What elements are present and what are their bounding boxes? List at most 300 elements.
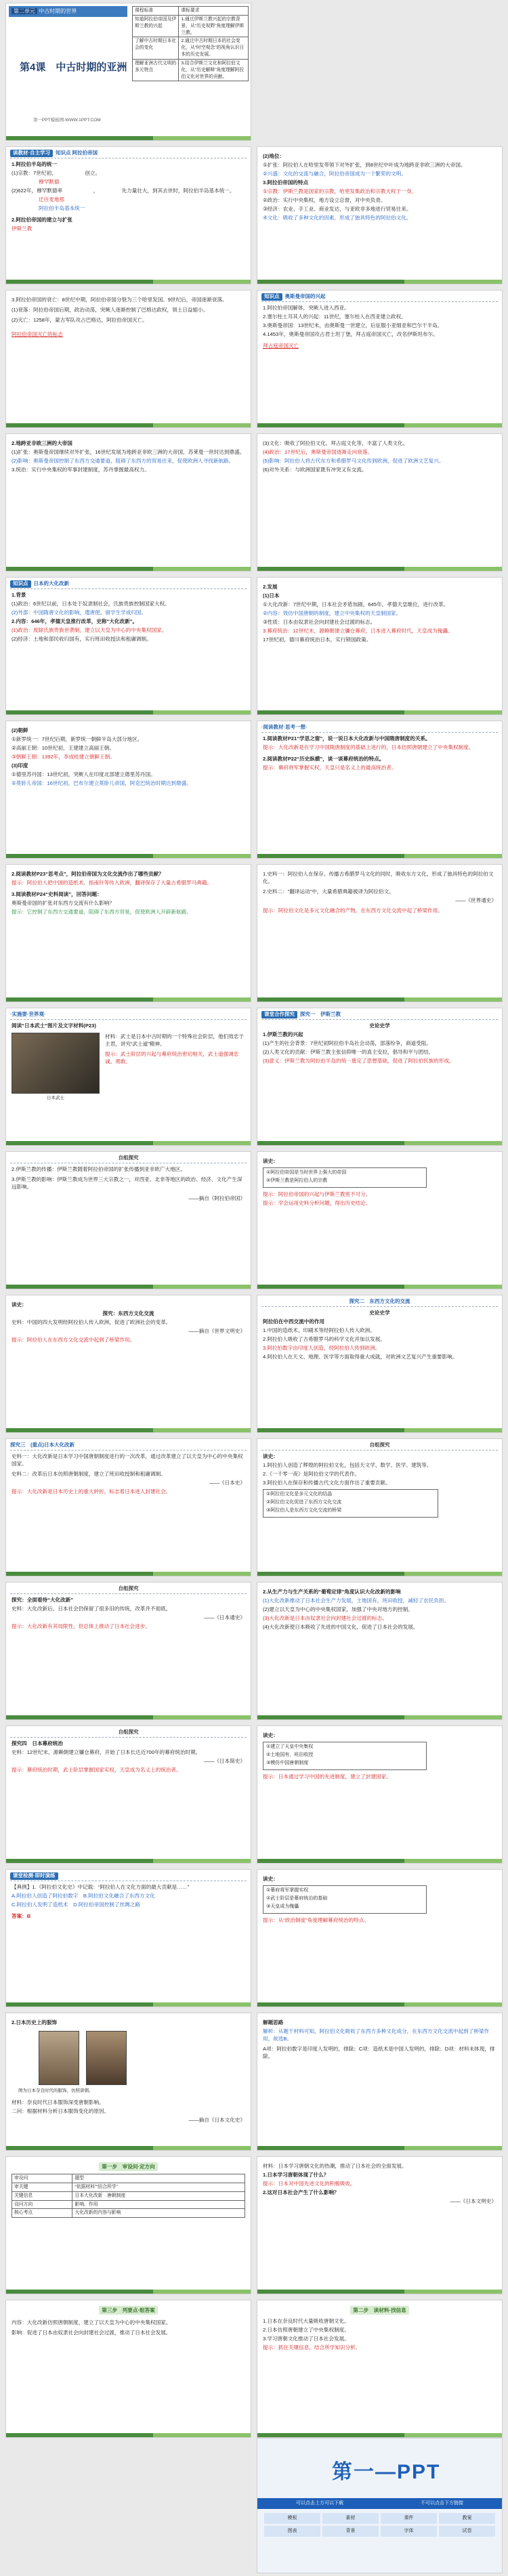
text-line: (2)622年，穆罕默德率 ， 先力量壮大，到其去世时，阿拉伯半岛基本统一。 bbox=[12, 188, 235, 194]
slide-footer-bar bbox=[6, 1572, 251, 1576]
table-cell: 1.通过伊斯兰教兴起的宗教背景，从“历史视野”角度理解伊斯兰教。 bbox=[179, 15, 249, 37]
hint-text: 提示：阿拉伯帝国的兴起与伊斯兰教密不可分。 bbox=[263, 1191, 371, 1198]
slide-body bbox=[263, 2162, 496, 2287]
slide-body bbox=[12, 1301, 245, 1425]
table-cell: 3.结合伊斯兰文化和阿拉伯文化，从“历史解释”角度理解阿拉伯文化对世界的贡献。 bbox=[179, 59, 249, 81]
step-heading bbox=[12, 2162, 245, 2171]
text-line: (1)衰落：阿拉伯帝国后期，政治动荡，突厥人逐渐控制了巴格达政权，领土日益缩小。 bbox=[12, 307, 209, 313]
slide-arab-decline bbox=[5, 290, 251, 428]
section-title: 自组探究 bbox=[369, 1442, 390, 1448]
text-line: (3)印度 bbox=[12, 763, 28, 769]
text-line: 2.发展 bbox=[263, 584, 278, 590]
slide-footer-bar bbox=[6, 423, 251, 427]
table-cell: 了解中古时期日本社会的变化 bbox=[133, 37, 179, 60]
hint-text: 提示：幕府统治时期，武士阶层掌握国家实权，天皇成为名义上的统治者。 bbox=[12, 1767, 182, 1773]
section-header bbox=[261, 293, 498, 302]
table-cell: 核心考点 bbox=[12, 2209, 72, 2218]
slide-body bbox=[263, 2306, 496, 2430]
table-cell: 知道阿拉伯帝国及伊斯兰教的兴起 bbox=[133, 15, 179, 37]
section-sub: 奥斯曼帝国的兴起 bbox=[284, 293, 326, 299]
highlight-text: 拜占庭帝国灭亡 bbox=[263, 343, 299, 349]
text-line: 3.阿拉伯数字由印度人创造，经阿拉伯人传到欧洲。 bbox=[263, 1345, 381, 1351]
text-line: ①宗教：伊斯兰教是国家的宗教，哈里发集政治和宗教大权于一身。 bbox=[263, 188, 417, 194]
text-line: 3.阿拉伯人在保存和传播古代文化方面作出了重要贡献。 bbox=[263, 1480, 391, 1486]
section-sub: 探究二 东西方文化的交流 bbox=[349, 1298, 410, 1304]
grid-link[interactable]: 教案 bbox=[439, 2513, 495, 2524]
analysis-table bbox=[12, 2174, 245, 2218]
slide-step3 bbox=[5, 2300, 251, 2438]
text-line: ③性质：日本由奴隶社会向封建社会过渡的标志。 bbox=[263, 619, 376, 625]
standards-table bbox=[132, 6, 249, 81]
slide-reading-shogunate bbox=[257, 1869, 503, 2007]
text-line: 1.日本在奈良时代大量吸收唐朝文化。 bbox=[263, 2318, 350, 2324]
slide-footer-bar bbox=[6, 854, 251, 858]
slide-taika-impact bbox=[257, 1582, 503, 1720]
grid-link[interactable]: 模板 bbox=[264, 2513, 320, 2524]
hint-text: 提示：从“政治制度”角度理解幕府统治的特点。 bbox=[263, 1917, 369, 1924]
slide-body bbox=[12, 1740, 245, 1856]
text-line: (2)人类文化的贡献：伊斯兰教主张信仰唯一的真主安拉，倡导和平与团结。 bbox=[263, 1049, 434, 1055]
source-text: ——《日本通史》 bbox=[204, 1614, 245, 1620]
section-header bbox=[10, 1011, 247, 1020]
text-line: (5)影响：阿拉伯人将古代东方和希腊罗马文化传到欧洲，促进了欧洲文艺复兴。 bbox=[263, 458, 444, 464]
slide-footer-bar bbox=[257, 2146, 502, 2150]
slide-footer-bar bbox=[6, 1428, 251, 1432]
text-line: 2.阿拉伯人吸收了古希腊罗马的科学文化并加以发展。 bbox=[263, 1336, 385, 1342]
samurai-text bbox=[105, 1033, 245, 1067]
slide-body bbox=[12, 1022, 245, 1138]
text-line: (1)政治：废除氏族贵族世袭制，建立以天皇为中心的中央集权国家。 bbox=[12, 627, 167, 633]
section-header bbox=[10, 580, 247, 589]
answer-text: 答案：B bbox=[12, 1913, 31, 1919]
slide-body bbox=[263, 439, 496, 564]
slide-ottoman-expansion bbox=[5, 433, 251, 572]
section-tag: 课堂合作探究 bbox=[261, 1011, 297, 1018]
text-line: 探究：全面看待“大化改新” bbox=[12, 1597, 74, 1603]
text-line: 3.统治：实行中央集权的军事封建制度，苏丹掌握最高权力。 bbox=[12, 467, 150, 473]
text-line: 材料：奈良时代日本服饰深受唐朝影响。 bbox=[12, 2099, 104, 2105]
slide-arab-knowledge bbox=[5, 146, 251, 284]
text-line: 材料：日本学习唐朝文化的热潮，推动了日本社会的全面发展。 bbox=[263, 2163, 407, 2169]
text-line: (1)大化改新推动了日本社会生产力发展，土地国有，班田收授，减轻了农民负担。 bbox=[263, 1597, 450, 1604]
options-box bbox=[263, 1885, 427, 1914]
table-row bbox=[12, 2174, 245, 2183]
slide-footer-bar bbox=[257, 2433, 502, 2437]
slide-taika-reform bbox=[5, 577, 251, 715]
text-line: (2)建立以天皇为中心的中央集权国家，加强了中央对地方的控制。 bbox=[263, 1606, 413, 1612]
slide-body bbox=[263, 583, 496, 708]
slide-body bbox=[263, 1453, 496, 1569]
slide-step2 bbox=[257, 2300, 503, 2438]
source-text: ——《日本文明史》 bbox=[450, 2198, 496, 2204]
slide-footer-bar bbox=[257, 1141, 502, 1145]
slide-reading-1 bbox=[5, 1295, 251, 1433]
answer-text: 伊斯兰教 bbox=[12, 226, 33, 232]
text-line: 史料一：大化改新是日本学习中国唐朝制度进行的一次改革，通过改革建立了以天皇为中心的中央集权国家。 bbox=[12, 1453, 243, 1467]
slide-footer-bar bbox=[257, 567, 502, 571]
slide-clothing bbox=[5, 2013, 251, 2151]
text-line: 解析：从题干材料可知，阿拉伯文化吸收了东西方多种文化成分，在东西方文化交流中起到了桥梁作用，故选B。 bbox=[263, 2028, 490, 2042]
text-line: (1)宗教：7世纪初， 创立。 bbox=[12, 170, 101, 176]
text-line: 3.阿拉伯帝国的衰亡：8世纪中期，阿拉伯帝国分裂为三个哈里发国。9世纪后，帝国逐渐衰落。 bbox=[12, 297, 228, 303]
section-title: 史论史学 bbox=[369, 1310, 390, 1316]
slide-footer-bar bbox=[257, 2290, 502, 2294]
answer-text: 迁往麦地那 bbox=[39, 196, 64, 202]
step-title: 第一步 审设问·定方向 bbox=[99, 2162, 157, 2171]
grid-link[interactable]: 背景 bbox=[322, 2526, 379, 2537]
hint-text: 提示：抓住关键信息，结合所学知识分析。 bbox=[263, 2344, 361, 2350]
text-line: (2)影响：奥斯曼帝国控制了东西方交通要道，阻碍了东西方的贸易往来，促使欧洲人寻找新航路。 bbox=[12, 458, 234, 464]
slide-body bbox=[12, 591, 245, 708]
table-row bbox=[133, 15, 249, 37]
slide-body bbox=[12, 439, 245, 564]
table-cell: 理解亚洲古代文明的多元特点 bbox=[133, 59, 179, 81]
source-text: ——《日本简史》 bbox=[204, 1758, 245, 1764]
question-text: 【典例】1.《阿拉伯文化史》中记载：“阿拉伯人在文化方面的最大贡献是……” bbox=[12, 1884, 189, 1890]
step-heading bbox=[12, 2306, 245, 2315]
text-line: ④文化：吸收了多种文化的因素，形成了独具特色的阿拉伯文化。 bbox=[263, 215, 412, 221]
text-line: 二问：根据材料分析日本服饰变化的原因。 bbox=[12, 2108, 110, 2114]
slide-korea-india bbox=[5, 721, 251, 859]
section-title: 读史： bbox=[263, 1732, 278, 1738]
text-line: 2.阅读教材P22“历史纵横”，谈一谈幕府统治的特点。 bbox=[263, 756, 385, 762]
section-sub: 知识点 阿拉伯帝国 bbox=[56, 150, 98, 156]
text-line: 阿拉伯在中西交流中的作用 bbox=[263, 1318, 325, 1325]
text-line: 17世纪初，德川幕府统治日本，实行锁国政策。 bbox=[263, 637, 372, 643]
section-title: 自组探究 bbox=[118, 1585, 139, 1591]
table-row bbox=[12, 2191, 245, 2200]
text-line: 2.史料二：“翻译运动”中，大量希腊典籍被译为阿拉伯文。 bbox=[263, 888, 394, 895]
text-line: (3)意义：伊斯兰教为阿拉伯半岛的统一奠定了思想基础，促进了阿拉伯民族的形成。 bbox=[263, 1058, 454, 1064]
source-text: ——摘自《阿拉伯帝国》 bbox=[188, 1195, 245, 1201]
slide-footer-bar bbox=[257, 710, 502, 714]
logo-text-b: PPT bbox=[397, 2461, 441, 2483]
section-header bbox=[261, 1011, 498, 1020]
text-line: 影响：促进了日本由奴隶社会向封建社会过渡，推动了日本社会发展。 bbox=[12, 2330, 171, 2336]
slide-arab-achievements bbox=[257, 1438, 503, 1576]
options-box bbox=[263, 1489, 438, 1518]
hint-text: 提示：日本对中国先进文化的积极吸收。 bbox=[263, 2181, 356, 2187]
unit-title: 中古时期的世界 bbox=[39, 8, 77, 14]
grid-link[interactable]: 字体 bbox=[381, 2526, 437, 2537]
slide-japan-development bbox=[257, 577, 503, 715]
unit-banner bbox=[9, 6, 127, 17]
text-line: A项：阿拉伯数字是印度人发明的，排除；C项：造纸术是中国人发明的，排除；D项：材料未体现，排除。 bbox=[263, 2046, 495, 2059]
slide-footer-bar bbox=[257, 423, 502, 427]
slide-footer-bar bbox=[257, 997, 502, 1002]
hint-text: 提示：大化改新是在学习中国隋唐制度的基础上进行的，日本仿照唐朝建立了中央集权制度。 bbox=[263, 744, 474, 750]
slide-reading-taika bbox=[257, 1725, 503, 1864]
table-cell: 审关键 bbox=[12, 2183, 72, 2191]
slide-title bbox=[5, 3, 251, 141]
text-line: (2)经济：土地和部民收归国有，实行班田收授法和租庸调制。 bbox=[12, 636, 152, 642]
slide-footer-bar bbox=[6, 1859, 251, 1863]
text-line: 1.阿拉伯帝国解体，突厥人进入西亚。 bbox=[263, 305, 350, 311]
step-title: 第三步 列要点·组答案 bbox=[99, 2306, 157, 2315]
text-line: 3.学习唐朝文化推动了日本社会发展。 bbox=[263, 2336, 350, 2342]
grid-link[interactable]: 课件 bbox=[381, 2513, 437, 2524]
photo-caption: 图为日本奈良时代的服饰，仿照唐朝。 bbox=[18, 2088, 93, 2093]
text-line: ②兴盛：文化的交流与融合，阿拉伯帝国成为一个繁荣的文明。 bbox=[263, 171, 406, 177]
options-box bbox=[263, 1167, 427, 1188]
slide-body bbox=[263, 1157, 496, 1282]
quote-text: 阅读“日本武士”图片及文字材料(P23) bbox=[12, 1023, 96, 1029]
text-line: ③朝鲜王朝：1392年，李成桂建立朝鲜王朝。 bbox=[12, 754, 115, 760]
text-line: 史料二：改革后日本仿照唐朝制度，建立了班田收授制和租庸调制。 bbox=[12, 1471, 166, 1477]
text-line: 2.阅读教材P23“思考点”，阿拉伯帝国为文化交流作出了哪些贡献？ bbox=[12, 871, 164, 877]
text-line: 史料：大化改新后，日本社会仍保留了很多旧的传统，改革并不彻底。 bbox=[12, 1606, 171, 1612]
table-cell: 大化改新的内容与影响 bbox=[72, 2209, 245, 2218]
slide-islam-spread bbox=[5, 1151, 251, 1289]
text-line: 1.日本学习唐朝体现了什么？ bbox=[263, 2172, 329, 2178]
table-header: 课标要求 bbox=[179, 7, 249, 16]
slide-taika-source bbox=[5, 1438, 251, 1576]
table-row bbox=[12, 2209, 245, 2218]
answer-text: 穆罕默德 bbox=[39, 179, 60, 185]
slide-body bbox=[263, 870, 496, 995]
source-text: ——摘自《日本文化史》 bbox=[188, 2117, 245, 2123]
clothing-text bbox=[12, 2099, 245, 2125]
hint-text: 提示：它控制了东西方交通要道，阻碍了东西方贸易，促使欧洲人开辟新航路。 bbox=[12, 909, 192, 915]
option-line: ①阿拉伯帝国是当时世界上强大的帝国 bbox=[266, 1170, 347, 1175]
slide-body bbox=[263, 1588, 496, 1713]
source-text: ——《日本史》 bbox=[209, 1480, 245, 1486]
slide-body bbox=[12, 296, 245, 421]
slide-body bbox=[12, 1165, 245, 1282]
footer-strip bbox=[257, 2498, 502, 2509]
slide-arab-empire bbox=[257, 146, 503, 284]
text-line: 探究：东西方文化交流 bbox=[102, 1310, 154, 1316]
slide-body bbox=[263, 1022, 496, 1138]
section-title: 读史： bbox=[263, 1876, 278, 1882]
text-line: 奥斯曼帝国的扩张对东西方交流有什么影响？ bbox=[12, 900, 114, 906]
slide-ottoman-rise bbox=[257, 290, 503, 428]
answer-text: 阿拉伯半岛基本统一 bbox=[39, 205, 85, 211]
text-line: ②高丽王朝：10世纪初，王建建立高丽王朝。 bbox=[12, 745, 114, 751]
text-line: 2.内容：646年，孝德天皇推行改革，史称“大化改新”。 bbox=[12, 618, 138, 624]
slide-footer-bar bbox=[6, 2146, 251, 2150]
text-line: 2.《一千零一夜》是阿拉伯文学的代表作。 bbox=[263, 1471, 360, 1477]
link-grid bbox=[264, 2513, 495, 2537]
slide-footer-bar bbox=[257, 1715, 502, 1719]
text-line: (1)扩张：奥斯曼帝国继续对外扩张，16世纪发展为地跨亚非欧三洲的大帝国，苏莱曼一世时达到鼎盛。 bbox=[12, 449, 245, 455]
text-line: 史料：12世纪末，源赖朝建立镰仓幕府，开始了日本长达近700年的幕府统治时期。 bbox=[12, 1749, 201, 1755]
slide-footer-bar bbox=[257, 1572, 502, 1576]
section-tag: 课堂检测·即时演练 bbox=[10, 1872, 58, 1880]
slide-footer-bar bbox=[6, 1141, 251, 1145]
slide-footer-bar bbox=[257, 280, 502, 284]
text-line: 3.幕府统治：12世纪末，源赖朝建立镰仓幕府，日本进入幕府时代，天皇成为傀儡。 bbox=[263, 628, 453, 634]
text-line: (3)文化：吸收了阿拉伯文化、拜占庭文化等，丰富了人类文化。 bbox=[263, 440, 408, 446]
ppt-logo[interactable]: 第一—PPT bbox=[332, 2461, 441, 2483]
option-line: ①阿拉伯文化是多元文化的结晶 bbox=[266, 1492, 333, 1497]
footer-left-label[interactable]: 可以点击上方可以下载 bbox=[296, 2500, 343, 2506]
step-title: 第二步 读材料·找信息 bbox=[350, 2306, 408, 2315]
table-cell: 影响、作用 bbox=[72, 2200, 245, 2209]
slide-footer-bar bbox=[6, 567, 251, 571]
text-line: 4.阿拉伯人在天文、地理、医学等方面取得重大成就，对欧洲文艺复兴产生重要影响。 bbox=[263, 1354, 458, 1360]
section-title: 史论史学 bbox=[369, 1023, 390, 1029]
option-line: ②武士阶层是幕府统治的基础 bbox=[266, 1896, 328, 1902]
section-title: 自组探究 bbox=[118, 1729, 139, 1735]
text-line: (1)政治：6世纪以前，日本处于奴隶制社会，氏族贵族控制国家大权。 bbox=[12, 601, 170, 607]
section-header bbox=[261, 1298, 498, 1307]
section-header bbox=[10, 1729, 247, 1738]
footer-right-label[interactable]: 不可以点击下方链接 bbox=[421, 2500, 463, 2506]
hint-text: 提示：阿拉伯人在东西方文化交流中起到了桥梁作用。 bbox=[12, 1337, 135, 1343]
section-tag: 知识点 bbox=[10, 580, 31, 588]
section-sub: 探究一 伊斯兰教 bbox=[300, 1011, 341, 1017]
section-header bbox=[10, 1155, 247, 1163]
text-line: ①德里苏丹国：13世纪初，突厥人在印度北部建立德里苏丹国。 bbox=[12, 771, 156, 777]
section-title: 2.日本历史上的服饰 bbox=[12, 2019, 58, 2025]
slide-body bbox=[12, 2162, 245, 2287]
section-header bbox=[261, 724, 498, 733]
slide-footer-bar bbox=[6, 280, 251, 284]
table-cell: 审设问 bbox=[12, 2174, 72, 2183]
table-header: 课程标准 bbox=[133, 7, 179, 16]
note-text: 阿拉伯帝国灭亡的标志 bbox=[12, 331, 63, 337]
slide-reading-islam bbox=[257, 1151, 503, 1289]
slide-islam-inquiry bbox=[257, 1008, 503, 1146]
slide-footer-bar bbox=[257, 2002, 502, 2006]
source-text: ——《世界通史》 bbox=[455, 897, 496, 903]
text-line: 3.奥斯曼帝国：13世纪末，由奥斯曼一世建立，后征服小亚细亚和巴尔干半岛。 bbox=[263, 322, 443, 328]
section-tag: 知识点 bbox=[261, 293, 282, 301]
slide-body bbox=[12, 160, 245, 277]
text-line: 探究四 日本幕府统治 bbox=[12, 1740, 63, 1746]
slide-body bbox=[12, 1883, 245, 2000]
text-line: (2)朝鲜 bbox=[12, 727, 28, 733]
option-line: ③模仿中国唐朝制度 bbox=[266, 1761, 309, 1766]
slide-solution bbox=[257, 2013, 503, 2151]
section-title: ·实施要·世界观· bbox=[10, 1011, 46, 1017]
slide-think-1 bbox=[257, 721, 503, 859]
table-row bbox=[12, 2200, 245, 2209]
hint-text: 提示：大化改新是日本历史上的重大转折，标志着日本进入封建社会。 bbox=[12, 1488, 171, 1495]
section-tag: ·阅读教材·思考一想· bbox=[261, 724, 308, 730]
option-line: C.阿拉伯人发明了造纸术 D.阿拉伯帝国控制了丝绸之路 bbox=[12, 1902, 140, 1908]
slide-body bbox=[263, 2019, 496, 2143]
text-line: (2)地位： bbox=[263, 153, 285, 159]
slide-step1 bbox=[5, 2156, 251, 2294]
text-line: ①新罗统一：7世纪后期，新罗统一朝鲜半岛大部分地区。 bbox=[12, 736, 143, 742]
slide-body bbox=[12, 1596, 245, 1713]
slide-quiz bbox=[5, 1869, 251, 2007]
photo-caption: 日本武士 bbox=[47, 1096, 64, 1100]
hint-text: 提示：大化改新有其局限性，但总体上推动了日本社会进步。 bbox=[12, 1623, 151, 1629]
text-line: (4)大化改新使日本吸收了先进的中国文化，促进了日本社会的发展。 bbox=[263, 1624, 419, 1630]
slide-footer-bar bbox=[6, 997, 251, 1002]
section-sub: 探究三 (重点)日本大化改新 bbox=[10, 1442, 75, 1448]
slide-footer-bar bbox=[6, 1715, 251, 1719]
text-line: ③经济：农业、手工业、商业发达，与亚欧非多地进行贸易往来。 bbox=[263, 206, 412, 212]
slide-body bbox=[263, 1732, 496, 1856]
slide-body bbox=[12, 1453, 245, 1569]
text-line: 2.从生产力与生产关系的“葡萄定律”角度认识大化改新的影响 bbox=[263, 1589, 401, 1595]
text-line: 1.伊斯兰教的兴起 bbox=[263, 1031, 303, 1037]
step-heading bbox=[263, 2306, 496, 2315]
text-line: (2)灭亡：1258年，蒙古军队攻占巴格达，阿拉伯帝国灭亡。 bbox=[12, 317, 148, 323]
option-line: ③天皇成为傀儡 bbox=[266, 1904, 299, 1910]
text-line: 1.中国的造纸术、印刷术等经阿拉伯人传入欧洲。 bbox=[263, 1327, 375, 1333]
hint-text: 提示：日本通过学习中国的先进制度，建立了封建国家。 bbox=[263, 1774, 391, 1780]
slide-taika-view bbox=[5, 1582, 251, 1720]
slide-body bbox=[263, 1875, 496, 2000]
section-title: 读史： bbox=[12, 1302, 27, 1308]
section-header bbox=[10, 150, 247, 158]
section-header bbox=[261, 1442, 498, 1451]
curriculum-table bbox=[132, 6, 249, 81]
text-line: 1.史料一：阿拉伯人在保存、传播古希腊罗马文化的同时，吸收东方文化，形成了独具特色的阿拉伯文化。 bbox=[263, 871, 494, 884]
grid-link[interactable]: 图表 bbox=[264, 2526, 320, 2537]
slide-footer-bar bbox=[6, 2290, 251, 2294]
section-title: 自组探究 bbox=[118, 1155, 139, 1161]
samurai-photo bbox=[12, 1033, 100, 1094]
text-line: ②莫卧儿帝国：16世纪初，巴布尔建立莫卧儿帝国，阿克巴统治时期达到鼎盛。 bbox=[12, 780, 192, 786]
slide-footer-bar bbox=[6, 710, 251, 714]
slide-footer-bar bbox=[6, 1285, 251, 1289]
section-header bbox=[10, 1442, 247, 1451]
section-header bbox=[10, 1872, 247, 1881]
text-line: (1)日本 bbox=[263, 593, 280, 599]
text-line: 3.阿拉伯帝国的特点 bbox=[263, 179, 309, 186]
slide-footer-bar bbox=[257, 1285, 502, 1289]
option-line: ①幕府将军掌握实权 bbox=[266, 1888, 309, 1893]
grid-link[interactable]: 素材 bbox=[322, 2513, 379, 2524]
hint-text: 提示：武士阶层的兴起与幕府统治密切相关，武士道强调忠诚、勇敢。 bbox=[105, 1051, 239, 1065]
table-cell: 关键信息 bbox=[12, 2191, 72, 2200]
slide-body bbox=[263, 152, 496, 277]
text-line: 4.1453年，奥斯曼帝国攻占君士坦丁堡，拜占庭帝国灭亡，改名伊斯坦布尔。 bbox=[263, 331, 438, 337]
options-box bbox=[263, 1742, 427, 1770]
clothing-photo-right bbox=[86, 2031, 127, 2085]
slide-body bbox=[12, 727, 245, 851]
slide-ottoman-culture bbox=[257, 433, 503, 572]
text-line: 1.阿拉伯半岛的统一 bbox=[12, 161, 58, 167]
slide-ppt-ad bbox=[257, 2438, 503, 2573]
table-row bbox=[12, 2183, 245, 2191]
hint-text: 提示：幕府将军掌握实权，天皇只是名义上的最高统治者。 bbox=[263, 765, 397, 771]
slide-body bbox=[12, 2019, 245, 2143]
text-line: 1.阅读教材P21“学思之窗”，说一说日本大化改新与中国隋唐制度的关系。 bbox=[263, 735, 431, 742]
grid-link[interactable]: 试卷 bbox=[439, 2526, 495, 2537]
hint-text: 提示：阿拉伯人把中国的造纸术、指南针等传入欧洲，翻译保存了大量古希腊罗马典籍。 bbox=[12, 880, 213, 886]
option-line: ②伊斯兰教是阿拉伯人的宗教 bbox=[266, 1178, 328, 1184]
slide-body bbox=[263, 1309, 496, 1425]
slide-footer-bar bbox=[257, 1859, 502, 1863]
unit-label: 第二单元 bbox=[12, 8, 37, 14]
text-line: 2.日本仿照唐朝建立了中央集权制度。 bbox=[263, 2327, 350, 2333]
slide-body bbox=[263, 735, 496, 851]
section-header bbox=[10, 1585, 247, 1594]
clothing-photo-left bbox=[39, 2031, 79, 2085]
hint-text: 提示：学会运用史料分析问题，得出历史结论。 bbox=[263, 1200, 371, 1207]
option-line: ③阿拉伯人是东西方文化交流的桥梁 bbox=[266, 1508, 342, 1514]
slide-footer-bar bbox=[6, 2433, 251, 2437]
slide-arab-culture bbox=[257, 864, 503, 1002]
text-line: 2.地跨亚非欧三洲的大帝国 bbox=[12, 440, 72, 446]
text-line: (6)对外关系：与欧洲国家既有冲突又有交流。 bbox=[263, 467, 367, 473]
option-line: ②土地国有，班田收授 bbox=[266, 1753, 314, 1758]
slide-body bbox=[12, 2306, 245, 2430]
slide-body bbox=[12, 870, 245, 995]
section-title: 读史： bbox=[263, 1158, 278, 1164]
text-line: ②政治：实行中央集权，地方设立总督，对中央负责。 bbox=[263, 197, 386, 203]
text-line: ①大化改新：7世纪中期，日本社会矛盾加剧，645年，孝德天皇继位，进行改革。 bbox=[263, 601, 449, 607]
option-line: ②阿拉伯文化促进了东西方文化交流 bbox=[266, 1500, 342, 1505]
lesson-title: 第4课 中古时期的亚洲 bbox=[20, 62, 127, 73]
